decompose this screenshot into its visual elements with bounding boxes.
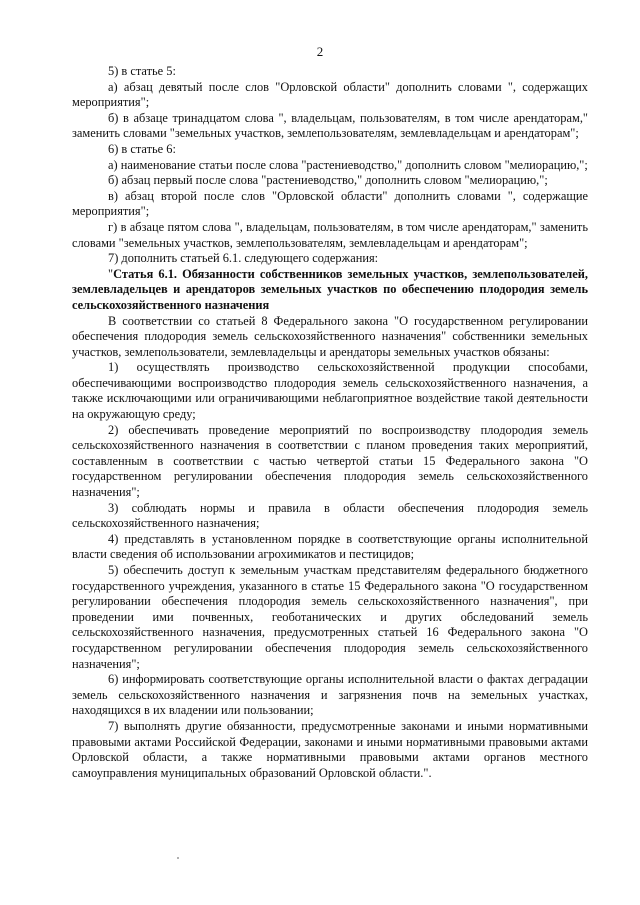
article-item-2: 2) обеспечивать проведение мероприятий по воспроизводству плодородия земель сельскохозяйственного назначения в соответствии с планом проведения таких мероприятий, составленным в соответствии с частью четвертой статьи 15 Федерального закона "О государственном регулировании обеспечения плодородия земель сельскохозяйственного назначения";	[72, 422, 588, 500]
page-number: 2	[316, 44, 324, 59]
scan-speck	[177, 857, 179, 859]
paragraph: в) абзац второй после слов "Орловской области" дополнить словами ", содержащие мероприятия";	[72, 188, 588, 219]
article-item-5: 5) обеспечить доступ к земельным участкам представителям федерального бюджетного государственного учреждения, указанного в статье 15 Федерального закона "О государственном регулировании обеспечения плодородия земель сельскохозяйственного назначения", при проведении ими почвенных, геоботанических и других обследований земель сельскохозяйственного назначения, предусмотренных статьей 16 Федерального закона "О государственном регулировании обеспечения плодородия земель сельскохозяйственного назначения";	[72, 563, 588, 671]
paragraph: г) в абзаце пятом слова ", владельцам, пользователям, в том числе арендаторам," заменить словами "земельных участков, землепользователям, землевладельцам и арендаторам";	[72, 219, 588, 250]
article-item-4: 4) представлять в установленном порядке в соответствующие органы исполнительной власти сведения об использовании агрохимикатов и пестицидов;	[72, 531, 588, 562]
paragraph: 5) в статье 5:	[108, 64, 176, 78]
article-heading-quote: "	[108, 266, 114, 281]
article-item-7: 7) выполнять другие обязанности, предусмотренные законами и иными нормативными правовыми актами Российской Федерации, законами и иными нормативными правовыми актами Орловской области, а также нормативными правовыми актами органов местного самоуправления муниципальных образований Орловской области.".	[72, 718, 588, 780]
article-heading-text: Статья 6.1. Обязанности собственников земельных участков, землепользователей, землевладельцев и арендаторов земельных участков по обеспечению плодородия земель сельскохозяйственного назначения	[72, 266, 588, 312]
article-item-6: 6) информировать соответствующие органы исполнительной власти о фактах деградации земель сельскохозяйственного назначения и загрязнения почв на земельных участках, находящихся в их владении или пользовании;	[72, 672, 588, 718]
paragraph: б) в абзаце тринадцатом слова ", владельцам, пользователям, в том числе арендаторам," заменить словами "земельных участков, землепользователям, землевладельцам и арендаторам";	[72, 110, 588, 141]
paragraph: а) абзац девятый после слов "Орловской области" дополнить словами ", содержащих мероприятия";	[72, 79, 588, 110]
paragraph: а) наименование статьи после слова "растениеводство," дополнить словом "мелиорацию,";	[108, 157, 588, 172]
paragraph: 6) в статье 6:	[108, 141, 176, 156]
article-item-3: 3) соблюдать нормы и правила в области обеспечения плодородия земель сельскохозяйственного назначения;	[72, 500, 588, 531]
document-body	[72, 64, 588, 781]
article-heading	[72, 267, 588, 314]
article-intro: В соответствии со статьей 8 Федерального закона "О государственном регулировании обеспечения плодородия земель сельскохозяйственного назначения" собственники земельных участков, землепользователи, землевладельцы и арендаторы земельных участков обязаны:	[72, 313, 588, 359]
article-item-1: 1) осуществлять производство сельскохозяйственной продукции способами, обеспечивающими воспроизводство плодородия земель сельскохозяйственного назначения, а также исключающими или ограничивающими неблагоприятное воздействие такой деятельности на окружающую среду;	[72, 360, 588, 422]
paragraph: 7) дополнить статьей 6.1. следующего содержания:	[108, 251, 379, 266]
paragraph: б) абзац первый после слова "растениеводство," дополнить словом "мелиорацию,";	[108, 173, 548, 188]
